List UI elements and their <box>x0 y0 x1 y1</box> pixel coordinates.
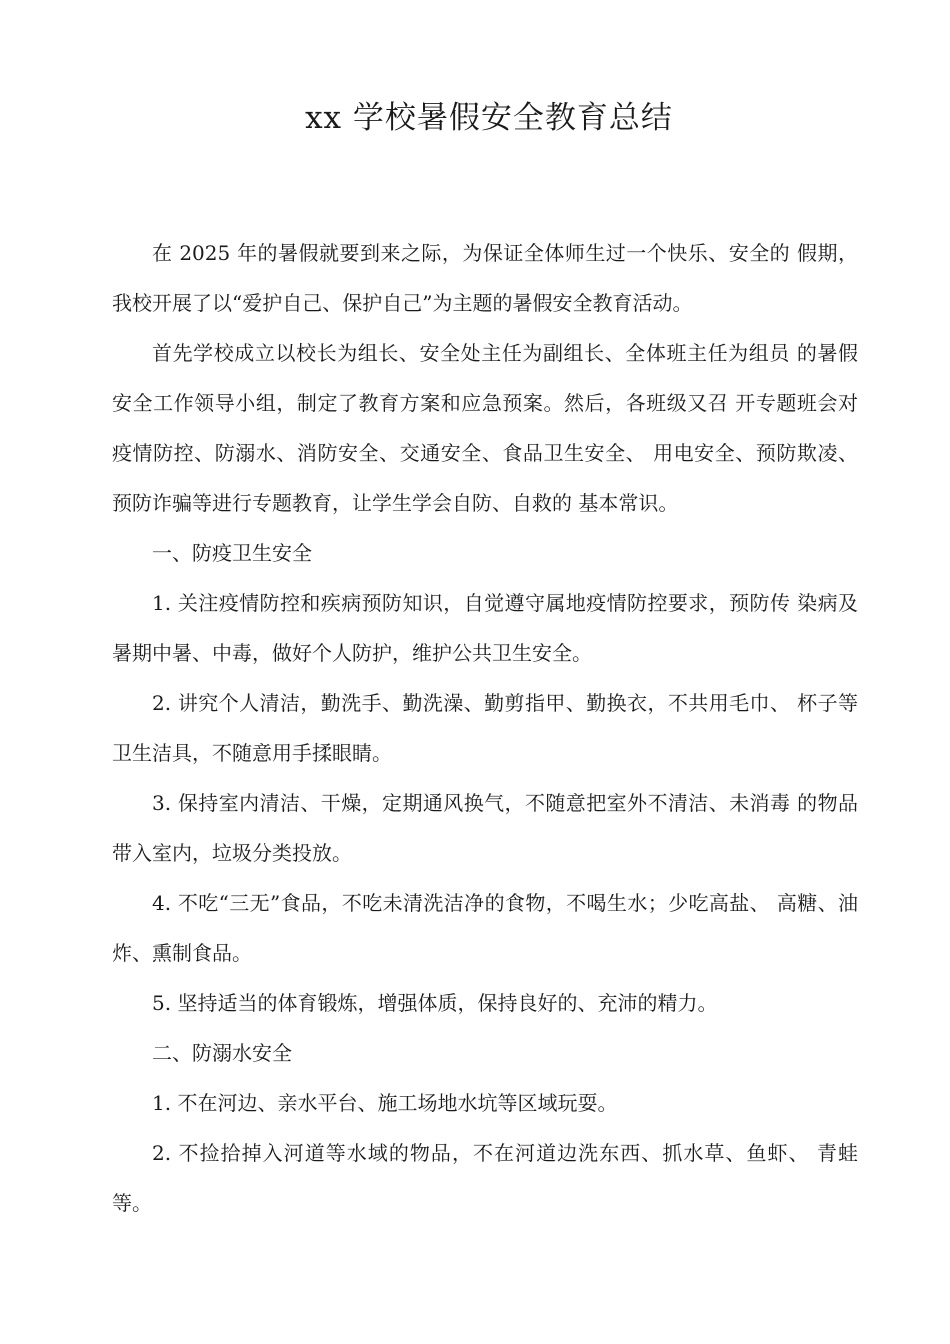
document-title: xx 学校暑假安全教育总结 <box>305 100 673 136</box>
list-item: 3. 保持室内清洁、干燥，定期通风换气，不随意把室外不清洁、未消毒 的物品带入室内，垃圾分类投放。 <box>112 791 858 865</box>
list-item: 1. 关注疫情防控和疾病预防知识，自觉遵守属地疫情防控要求，预防传 染病及暑期中暑、中毒，做好个人防护，维护公共卫生安全。 <box>112 591 858 665</box>
list-item: 4. 不吃“三无”食品，不吃未清洗洁净的食物，不喝生水；少吃高盐、 高糖、油炸、熏制食品。 <box>112 891 858 965</box>
paragraph-organization: 首先学校成立以校长为组长、安全处主任为副组长、全体班主任为组员 的暑假安全工作领导小组，制定了教育方案和应急预案。然后，各班级又召 开专题班会对疫情防控、防溺水、消防安全、交通安全、食品卫生安全、 用电安全、预防欺凌、预防诈骗等进行专题教育，让学生学会自防、自救的 基本常识。 <box>112 341 858 515</box>
list-item: 2. 不捡拾掉入河道等水域的物品，不在河道边洗东西、抓水草、鱼虾、 青蛙等。 <box>112 1141 858 1215</box>
list-item: 2. 讲究个人清洁，勤洗手、勤洗澡、勤剪指甲、勤换衣，不共用毛巾、 杯子等卫生洁具，不随意用手揉眼睛。 <box>112 691 858 765</box>
paragraph-intro: 在 2025 年的暑假就要到来之际，为保证全体师生过一个快乐、安全的 假期，我校开展了以“爱护自己、保护自己”为主题的暑假安全教育活动。 <box>112 241 858 315</box>
section-heading-epidemic: 一、防疫卫生安全 <box>152 541 312 565</box>
list-item: 5. 坚持适当的体育锻炼，增强体质，保持良好的、充沛的精力。 <box>152 991 718 1015</box>
list-item: 1. 不在河边、亲水平台、施工场地水坑等区域玩耍。 <box>152 1091 618 1115</box>
section-heading-drowning: 二、防溺水安全 <box>152 1041 292 1065</box>
